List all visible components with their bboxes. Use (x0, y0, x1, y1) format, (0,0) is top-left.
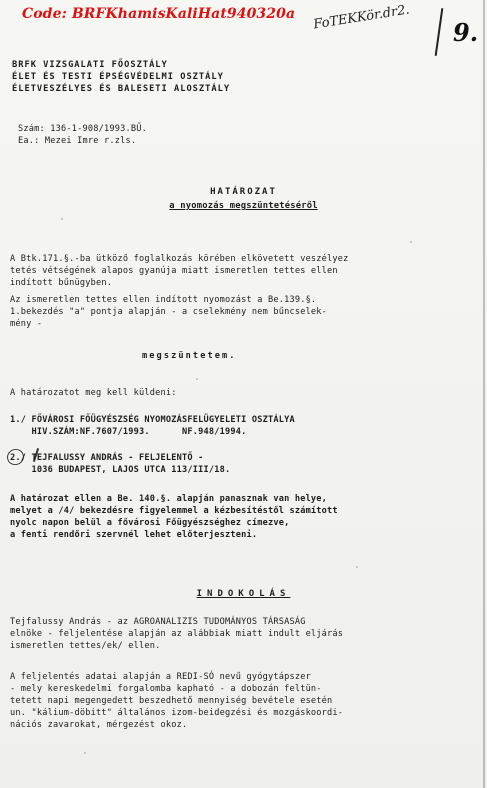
appeal-line-1: A határozat ellen a Be. 140.§. alapján panasznak van helye, (10, 494, 328, 504)
paragraph-1-line-1: A Btk.171.§.-ba ütköző foglalkozás körében elkövetett veszélyez (10, 254, 349, 264)
handwritten-page-number: 9. (453, 18, 479, 47)
recipient-2-line-1: 2./ TEJFALUSSY ANDRÁS - FELJELENTŐ - (10, 453, 204, 463)
header-line-1: BRFK VIZSGALATI FŐOSZTÁLY (12, 60, 168, 70)
send-intro: A határozatot meg kell küldeni: (10, 388, 177, 398)
reasoning-2-line-3: tetett napi megengedett beszedhető mennyiség bevétele esetén (10, 696, 333, 706)
document-code: Code: BRFKhamisKaliHat940320a (22, 6, 296, 22)
appeal-line-4: a fenti rendőri szervnél lehet előterjeszteni. (10, 530, 258, 540)
reasoning-1-line-2: elnöke - feljelentése alapján az alábbiak miatt indult eljárás (10, 629, 344, 639)
recipient-2-line-2: 1036 BUDAPEST, LAJOS UTCA 113/III/18. (10, 465, 231, 475)
header-line-2: ÉLET ÉS TESTI ÉPSÉGVÉDELMI OSZTÁLY (12, 72, 224, 82)
reasoning-2-line-4: un. "kálium-döbitt" általános izom-beidegzési és mozgáskoordi- (10, 708, 344, 718)
reasoning-2-line-2: - mely kereskedelmi forgalomba kapható - a dobozán feltün- (10, 684, 322, 694)
reference-number: Szám: 136-1-908/1993.BŰ. (18, 124, 147, 134)
document-subtitle: a nyomozás megszüntetéséről (169, 201, 318, 211)
header-line-3: ÉLETVESZÉLYES ÉS BALESETI ALOSZTÁLY (12, 84, 231, 94)
recipient-1-line-2: HIV.SZÁM:NF.7607/1993. NF.948/1994. (10, 427, 247, 437)
page-edge (483, 0, 485, 788)
reasoning-1-line-3: ismeretlen tettes/ek/ ellen. (10, 641, 161, 651)
handwritten-bracket (435, 8, 444, 56)
handwritten-note: FoTEKKör.dr2. (312, 2, 411, 33)
reference-officer: Ea.: Mezei Imre r.zls. (18, 136, 137, 146)
reasoning-1-line-1: Tejfalussy András - az AGROANALIZIS TUDOMÁNYOS TÁRSASÁG (10, 617, 306, 627)
decision-word: megszüntetem. (142, 351, 237, 361)
reasoning-2-line-5: nációs zavarokat, mérgezést okoz. (10, 720, 188, 730)
paragraph-2-line-2: 1.bekezdés "a" pontja alapján - a cselekmény nem bűncselek- (10, 307, 328, 317)
reasoning-2-line-1: A feljelentés adatai alapján a REDI-SÓ nevű gyógytápszer (10, 672, 311, 682)
appeal-line-2: melyet a /4/ bekezdésre figyelemmel a kézbesítéstől számított (10, 506, 338, 516)
paragraph-2-line-3: mény - (10, 319, 43, 329)
recipient-1-line-1: 1./ FŐVÁROSI FŐÜGYÉSZSÉG NYOMOZÁSFELÜGYELETI OSZTÁLYA (10, 415, 295, 425)
document-title: HATÁROZAT (210, 187, 277, 197)
paragraph-1-line-2: tetés vétségének alapos gyanúja miatt ismeretlen tettes ellen (10, 266, 338, 276)
paragraph-2-line-1: Az ismeretlen tettes ellen indított nyomozást a Be.139.§. (10, 295, 317, 305)
reasoning-title: INDOKOLÁS (196, 589, 291, 599)
appeal-line-3: nyolc napon belül a fővárosi Főügyészséghez címezve, (10, 518, 290, 528)
paragraph-1-line-3: indított bűnügyben. (10, 278, 113, 288)
